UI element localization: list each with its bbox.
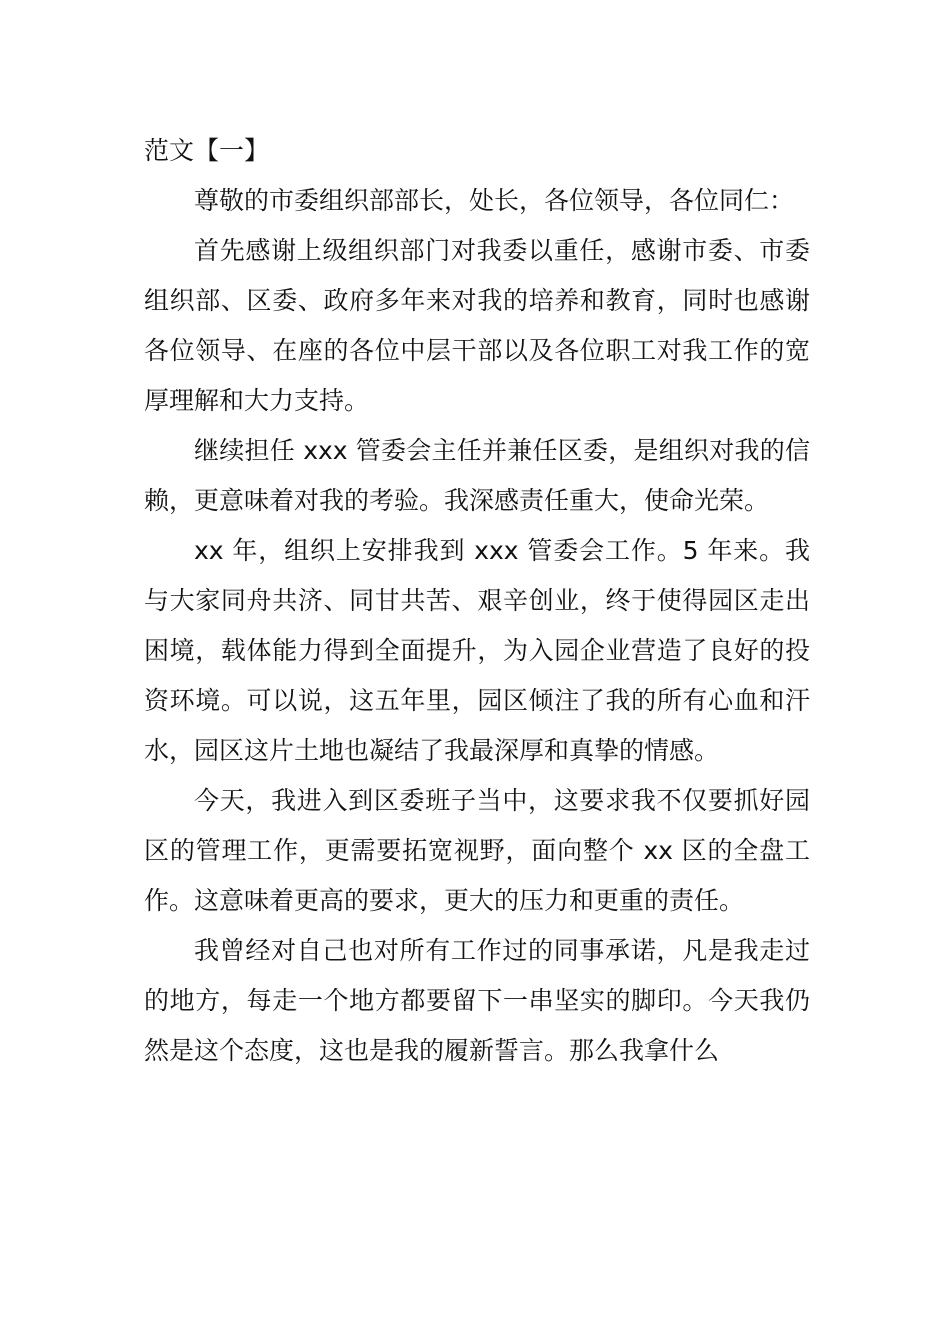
paragraph-salutation: 尊敬的市委组织部部长，处长，各位领导，各位同仁： [194,186,795,215]
document-heading: 范文【一】 [144,136,270,165]
paragraph-promise: 我曾经对自己也对所有工作过的同事承诺，凡是我走过的地方，每走一个地方都要留下一串坚实的脚印。今天我仍然是这个态度，这也是我的履新誓言。那么我拿什么 [144,936,810,1065]
paragraph-appointment: 继续担任 xxx 管委会主任并兼任区委，是组织对我的信赖，更意味着对我的考验。我深感责任重大，使命光荣。 [144,436,810,515]
document-body [144,126,810,1076]
paragraph-thanks: 首先感谢上级组织部门对我委以重任，感谢市委、市委组织部、区委、政府多年来对我的培养和教育，同时也感谢各位领导、在座的各位中层干部以及各位职工对我工作的宽厚理解和大力支持。 [144,236,810,415]
paragraph-today: 今天，我进入到区委班子当中，这要求我不仅要抓好园区的管理工作，更需要拓宽视野，面向整个 xx 区的全盘工作。这意味着更高的要求，更大的压力和更重的责任。 [144,786,810,915]
paragraph-five-years: xx 年，组织上安排我到 xxx 管委会工作。5 年来。我与大家同舟共济、同甘共苦、艰辛创业，终于使得园区走出困境，载体能力得到全面提升，为入园企业营造了良好的投资环境。可以说，这五年里，园区倾注了我的所有心血和汗水，园区这片土地也凝结了我最深厚和真挚的情感。 [144,536,810,765]
